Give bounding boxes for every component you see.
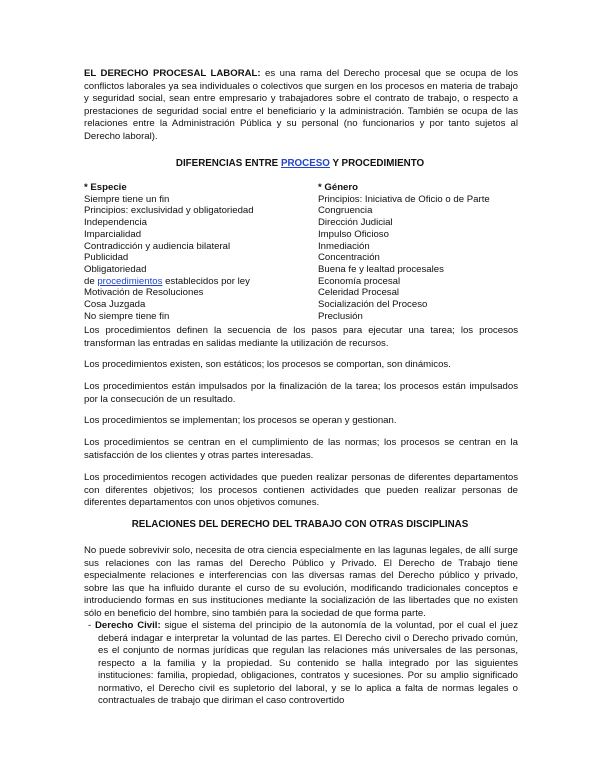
especie-item: Principios: exclusividad y obligatoriedad — [84, 205, 254, 217]
derecho-civil-term: Derecho Civil: — [95, 620, 161, 631]
especie-column — [84, 182, 254, 322]
paragraph-5: Los procedimientos se centran en el cumplimiento de las normas; los procesos se centran en la satisfacción de los clientes y otras partes interesadas. — [84, 437, 518, 461]
genero-item: Principios: Iniciativa de Oficio o de Parte — [318, 193, 490, 205]
especie-title: * Especie — [84, 182, 127, 193]
genero-item: Celeridad Procesal — [318, 287, 400, 299]
genero-title: * Género — [318, 182, 358, 193]
intro-paragraph — [84, 68, 518, 143]
especie-item: Cosa Juzgada — [84, 299, 146, 311]
derecho-civil-body: sigue el sistema del principio de la autonomía de la voluntad, por el cual el juez deberá indagar e interpretar la voluntad de las partes. El Derecho civil o Derecho privado común, es el conjunto de normas jurídicas que regulan las relaciones más universales de las personas, respecto a la familia y la propiedad. Su contenido se halla integrado por las siguientes instituciones: familia, propiedad, obligaciones, contratos y sucesiones. Por su amplio significado normativo, el Derecho civil es supletorio del laboral, y se lo aplica a falta de normas legales o contractuales de trabajo que diriman el caso controvertido — [98, 620, 518, 706]
especie-item: No siempre tiene fin — [84, 310, 170, 322]
especie-item: Publicidad — [84, 252, 129, 264]
especie-item: Motivación de Resoluciones — [84, 287, 204, 299]
derecho-civil-text — [88, 620, 518, 708]
especie-item: Independencia — [84, 217, 147, 229]
genero-column — [318, 182, 490, 322]
proc-after: establecidos por ley — [162, 275, 250, 287]
paragraph-2: Los procedimientos existen, son estáticos; los procesos se comportan, son dinámicos. — [84, 359, 451, 370]
genero-item: Socialización del Proceso — [318, 299, 428, 311]
genero-item: Preclusión — [318, 310, 363, 322]
section-heading-diferencias — [0, 158, 600, 171]
especie-item: Siempre tiene un fin — [84, 193, 170, 205]
paragraph-6: Los procedimientos recogen actividades que pueden realizar personas de diferentes departamentos con diferentes objetivos; los procesos contienen actividades que pueden realizar personas de diferentes departamentos con unos objetivos comunes. — [84, 472, 518, 508]
paragraph-1: Los procedimientos definen la secuencia de los pasos para ejecutar una tarea; los procesos transforman las entradas en salidas mediante la utilización de recursos. — [84, 325, 518, 349]
especie-item: Obligatoriedad — [84, 263, 147, 275]
paragraph-4: Los procedimientos se implementan; los procesos se operan y gestionan. — [84, 415, 397, 426]
paragraph-3: Los procedimientos están impulsados por la finalización de la tarea; los procesos están impulsados por la consecución de un resultado. — [84, 381, 518, 405]
procedimientos-link[interactable]: procedimientos — [97, 275, 163, 287]
especie-item-procedimientos — [84, 276, 254, 288]
genero-item: Buena fe y lealtad procesales — [318, 263, 444, 275]
proc-before: de — [84, 275, 98, 287]
heading-text-end: Y PROCEDIMIENTO — [329, 158, 425, 169]
genero-item: Congruencia — [318, 205, 373, 217]
genero-item: Economía procesal — [318, 275, 401, 287]
section-heading-relaciones: RELACIONES DEL DERECHO DEL TRABAJO CON OTRAS DISCIPLINAS — [131, 519, 469, 530]
bullet: - — [88, 620, 95, 631]
proceso-link[interactable]: PROCESO — [280, 158, 330, 169]
genero-item: Inmediación — [318, 240, 370, 252]
relaciones-paragraph: No puede sobrevivir solo, necesita de otra ciencia especialmente en las lagunas legales, de allí surge sus relaciones con las ramas del Derecho Público y Privado. El Derecho de Trabajo tiene especialmente relaciones e interferencias con las diversas ramas del Derecho público y privado, sobre las que ha influido durante el curso de su evolución, modificando tradicionales conceptos e introduciendo formas en sus instituciones mediante la socialización de las libertades que no existen sólo en beneficio del hombre, sino también para la sociedad de que forma parte. — [84, 545, 518, 619]
genero-item: Impulso Oficioso — [318, 228, 389, 240]
intro-title: EL DERECHO PROCESAL LABORAL: — [84, 68, 261, 79]
derecho-civil-item — [88, 620, 518, 708]
especie-item: Imparcialidad — [84, 228, 142, 240]
intro-text: es una rama del Derecho procesal que se ocupa de los conflictos laborales ya sea individuales o colectivos que surgen en los procesos en materia de trabajo y seguridad social, sean entre empresario y trabajadores sobre el contrato de trabajo, o respecto a prestaciones de seguridad social entre el beneficiario y la administración. También se ocupa de las relaciones entre la Administración Pública y su personal (no funcionarios y por tanto sujetos al Derecho laboral). — [84, 68, 518, 142]
genero-item: Concentración — [318, 252, 380, 264]
heading-text-start: DIFERENCIAS ENTRE — [175, 158, 281, 169]
especie-item: Contradicción y audiencia bilateral — [84, 240, 231, 252]
genero-item: Dirección Judicial — [318, 217, 393, 229]
